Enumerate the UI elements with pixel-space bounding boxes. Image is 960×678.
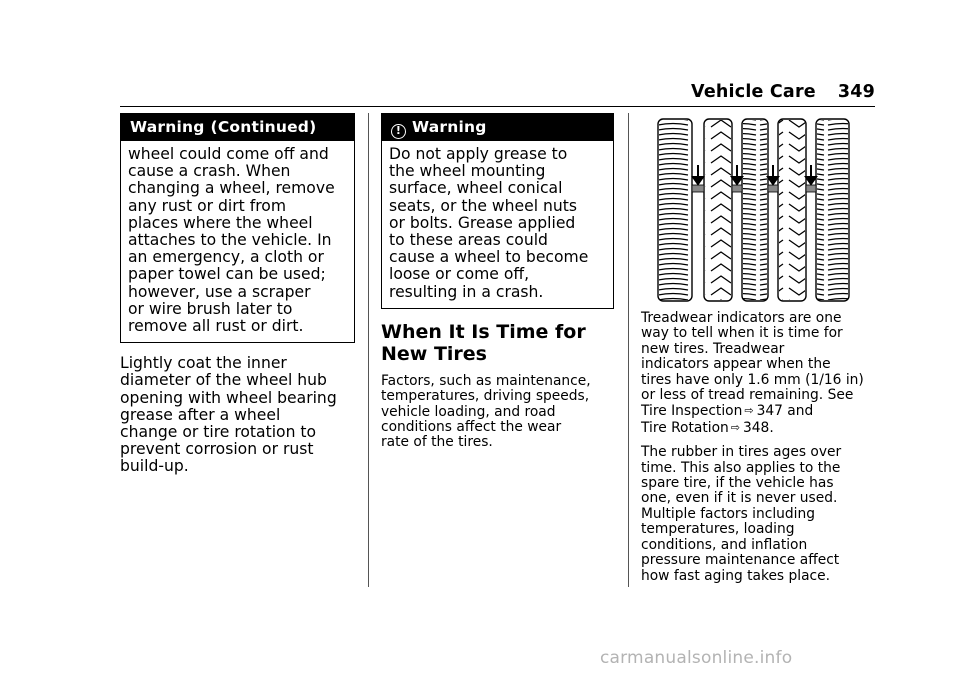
text-line: or less of tread remaining. See — [641, 387, 854, 404]
xref-suffix: and — [782, 403, 814, 420]
grease-paragraph — [120, 355, 355, 475]
text-line: conditions affect the wear — [381, 419, 562, 436]
text-line: cause a crash. When — [128, 162, 291, 181]
text-line: way to tell when it is time for — [641, 325, 843, 342]
text-line: cause a wheel to become — [389, 248, 589, 267]
text-line: conditions, and inflation — [641, 536, 808, 553]
header-rule — [120, 106, 875, 107]
xref-page[interactable]: 347 — [756, 403, 783, 420]
text-line: paper towel can be used; — [128, 265, 326, 284]
text-line: vehicle loading, and road — [381, 403, 556, 420]
warning-continued-label: (Continued) — [210, 118, 317, 136]
text-line: spare tire, if the vehicle has — [641, 475, 834, 492]
text-line: time. This also applies to the — [641, 459, 841, 476]
text-line: loose or come off, — [389, 265, 530, 284]
xref-page[interactable]: 348. — [743, 419, 774, 436]
warning-body — [121, 141, 354, 342]
warning-box-continued — [120, 113, 355, 343]
warning-header — [121, 114, 354, 141]
section-title: Vehicle Care — [691, 82, 816, 102]
text-line: opening with wheel bearing — [120, 388, 337, 407]
text-line: pressure maintenance affect — [641, 552, 840, 569]
text-line: or wire brush later to — [128, 299, 293, 318]
text-line: indicators appear when the — [641, 356, 831, 373]
text-line: places where the wheel — [128, 213, 313, 232]
heading-line: New Tires — [381, 342, 487, 365]
xref-tire-inspection[interactable]: Tire Inspection — [641, 403, 743, 420]
column-2 — [381, 113, 614, 451]
text-line: wheel could come off and — [128, 145, 329, 163]
page-header — [120, 80, 875, 104]
xref-arrow-icon: ⇨ — [730, 420, 740, 434]
text-line: or bolts. Grease applied — [389, 213, 576, 232]
warning-title: Warning — [412, 118, 487, 136]
text-line: the wheel mounting — [389, 162, 546, 181]
text-line: The rubber in tires ages over — [641, 444, 842, 461]
xref-line — [641, 420, 875, 436]
column-divider — [368, 113, 369, 587]
text-line: changing a wheel, remove — [128, 179, 335, 198]
text-line: Do not apply grease to — [389, 145, 568, 163]
warning-box — [381, 113, 614, 309]
text-line: an emergency, a cloth or — [128, 248, 324, 267]
section-heading — [381, 321, 614, 365]
text-line: any rust or dirt from — [128, 196, 287, 215]
column-1 — [120, 113, 355, 476]
text-line: new tires. Treadwear — [641, 340, 785, 357]
text-line: build-up. — [120, 457, 189, 476]
text-line: prevent corrosion or rust — [120, 440, 314, 459]
warning-body — [382, 141, 613, 308]
running-head — [691, 82, 875, 102]
watermark: carmanualsonline.info — [600, 648, 793, 668]
text-line: remove all rust or dirt. — [128, 317, 304, 336]
text-line: one, even if it is never used. — [641, 490, 838, 507]
text-line: rate of the tires. — [381, 434, 493, 451]
text-line: tires have only 1.6 mm (1/16 in) — [641, 371, 864, 388]
text-line: to these areas could — [389, 231, 548, 250]
column-3 — [641, 113, 875, 584]
text-line: Factors, such as maintenance, — [381, 372, 591, 389]
text-line: diameter of the wheel hub — [120, 371, 327, 390]
treadwear-paragraph — [641, 311, 875, 436]
text-line: how fast aging takes place. — [641, 567, 831, 584]
text-line: Treadwear indicators are one — [641, 310, 842, 326]
text-line: change or tire rotation to — [120, 423, 317, 442]
text-line: Lightly coat the inner — [120, 354, 287, 373]
text-line: however, use a scraper — [128, 282, 311, 301]
column-divider — [628, 113, 629, 587]
xref-line — [641, 403, 875, 419]
xref-tire-rotation[interactable]: Tire Rotation — [641, 419, 729, 436]
text-line: Multiple factors including — [641, 505, 816, 522]
warning-circle-icon: ! — [391, 124, 406, 139]
text-line: attaches to the vehicle. In — [128, 231, 332, 250]
text-line: temperatures, loading — [641, 521, 795, 538]
heading-line: When It Is Time for — [381, 320, 586, 343]
tire-aging-paragraph — [641, 445, 875, 584]
page-number: 349 — [837, 82, 875, 102]
text-line: grease after a wheel — [120, 405, 281, 424]
text-line: temperatures, driving speeds, — [381, 388, 590, 405]
text-line: seats, or the wheel nuts — [389, 196, 578, 215]
text-line: resulting in a crash. — [389, 282, 544, 301]
warning-header — [382, 114, 613, 141]
warning-title: Warning — [130, 118, 205, 136]
tire-treadwear-indicator-diagram — [656, 117, 851, 303]
factors-paragraph — [381, 374, 614, 451]
xref-arrow-icon: ⇨ — [744, 404, 754, 418]
text-line: surface, wheel conical — [389, 179, 563, 198]
